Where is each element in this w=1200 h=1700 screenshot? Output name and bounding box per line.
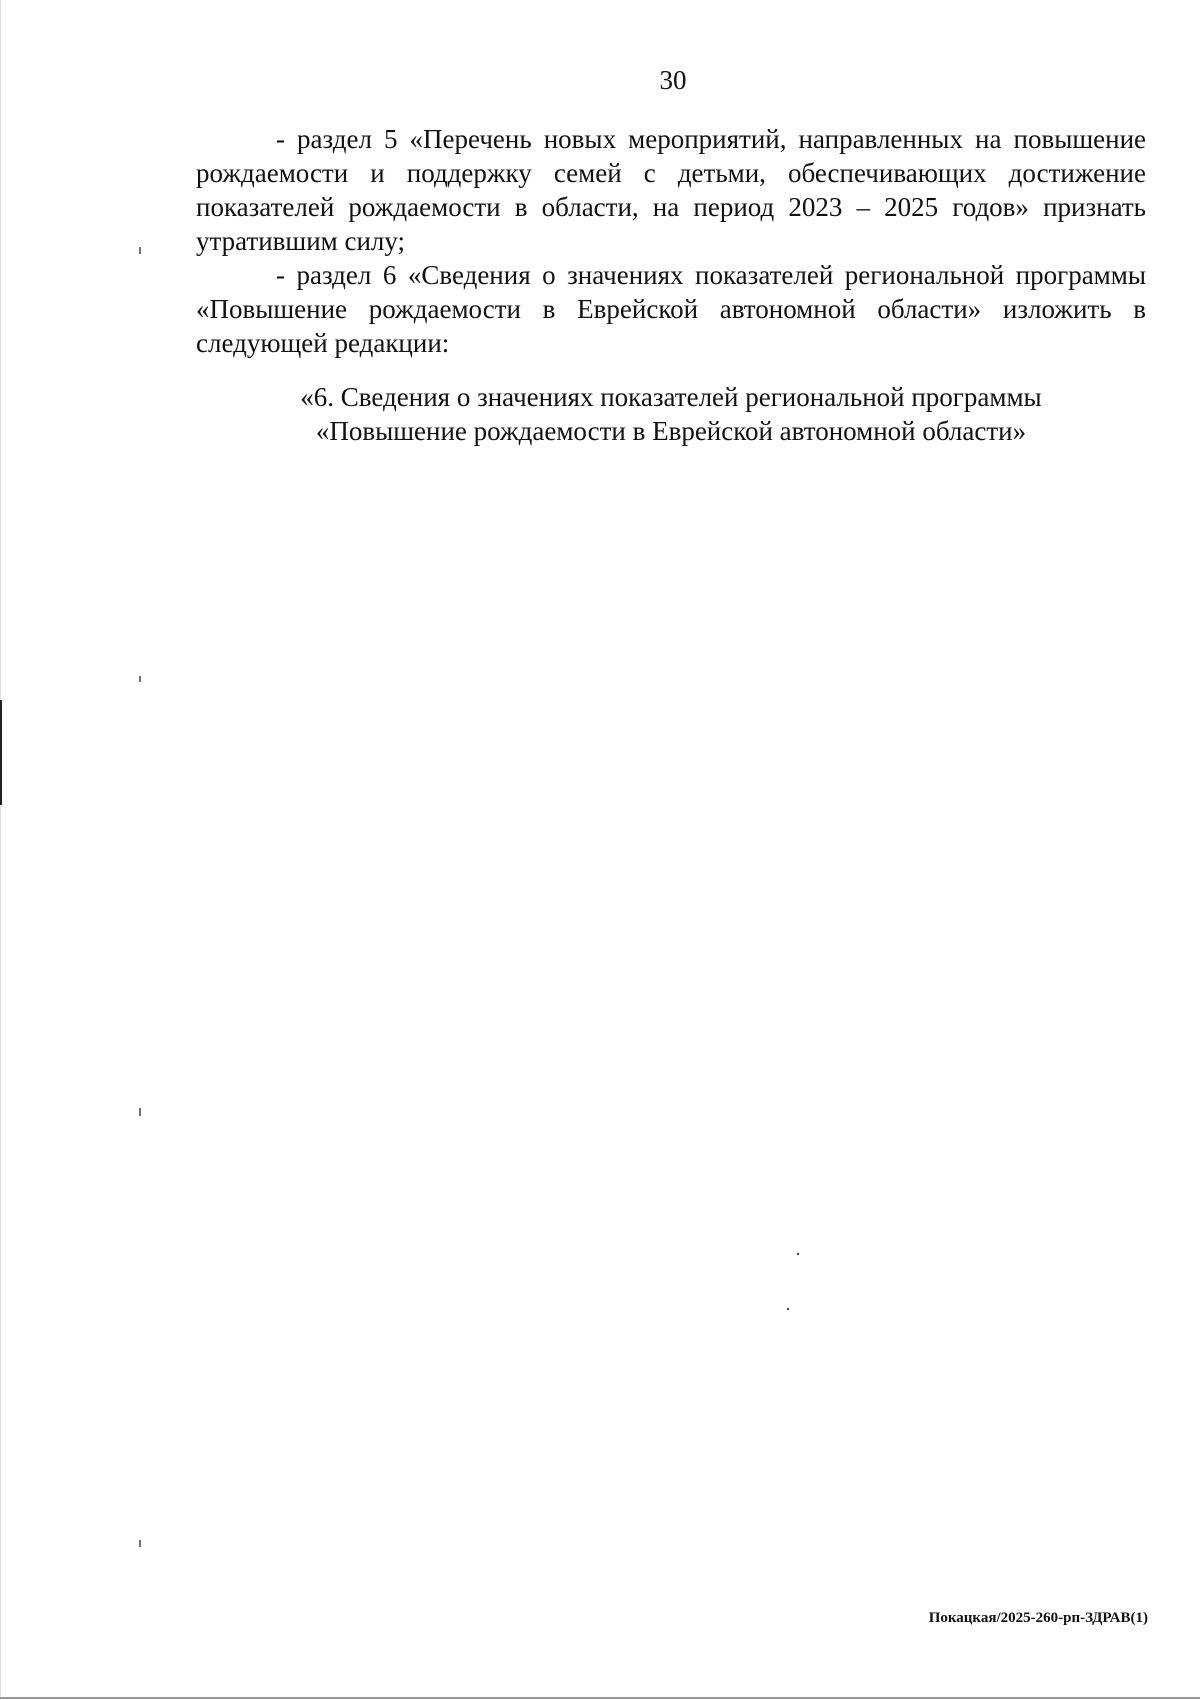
section-6-title: [196, 380, 1146, 448]
paragraph-section-5: - раздел 5 «Перечень новых мероприятий, направленных на повышение рождаемости и поддержку семей с детьми, обеспечивающих достижение показателей рождаемости в области, на период 2023 – 2025 годов» признать утратившим силу;: [196, 124, 1146, 256]
scan-speck: [797, 1253, 799, 1255]
document-body: [196, 122, 1146, 360]
paragraph-section-6: - раздел 6 «Сведения о значениях показателей региональной программы «Повышение рождаемости в Еврейской автономной области» изложить в следующей редакции:: [196, 260, 1146, 358]
page-number: 30: [659, 65, 687, 95]
scan-speck: [787, 1308, 789, 1310]
section-title-line-2: «Повышение рождаемости в Еврейской автономной области»: [315, 416, 1027, 446]
document-footer-code: Покацкая/2025-260-рп-ЗДРАВ(1): [928, 1610, 1148, 1626]
section-title-line-1: «6. Сведения о значениях показателей региональной программы: [300, 382, 1042, 412]
